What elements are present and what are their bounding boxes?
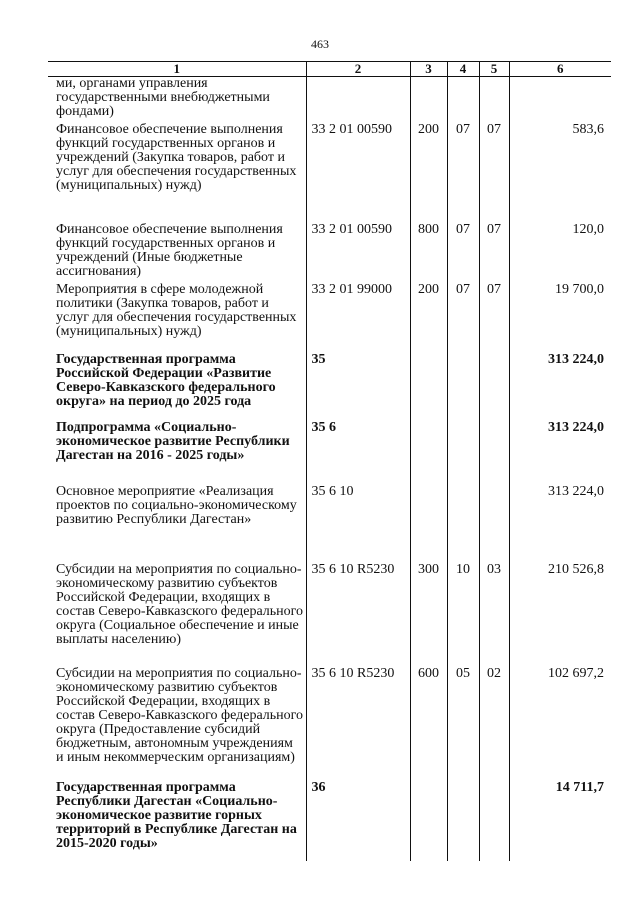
row-name: Основное мероприятие «Реализация проектов по социально-экономическому развитию Республики Дагестан» xyxy=(56,484,297,527)
row-col5 xyxy=(479,353,509,421)
row-col3 xyxy=(410,353,447,421)
row-name: Субсидии на мероприятия по социально-экономическому развитию субъектов Российской Федерации, входящих в состав Северо-Кавказского федерального округа (Социальное обеспечение и иные выплаты населению) xyxy=(56,562,304,647)
row-col5 xyxy=(479,781,509,861)
row-amount: 120,0 xyxy=(509,223,611,283)
row-amount: 583,6 xyxy=(509,123,611,223)
row-code: 35 xyxy=(306,353,410,421)
row-code xyxy=(306,77,410,124)
row-col3 xyxy=(410,485,447,563)
row-amount: 313 224,0 xyxy=(509,353,611,421)
table-row xyxy=(48,563,611,667)
row-code: 35 6 10 xyxy=(306,485,410,563)
row-col3: 200 xyxy=(410,123,447,223)
row-col5 xyxy=(479,77,509,124)
row-name: Финансовое обеспечение выполнения функций государственных органов и учреждений (Иные бюджетные ассигнования) xyxy=(56,222,283,279)
row-col5: 07 xyxy=(479,283,509,353)
row-amount: 14 711,7 xyxy=(509,781,611,861)
row-col4 xyxy=(447,77,479,124)
table-row xyxy=(48,223,611,283)
table-row xyxy=(48,781,611,861)
row-col5: 03 xyxy=(479,563,509,667)
row-col3: 800 xyxy=(410,223,447,283)
column-header-6: 6 xyxy=(509,62,611,77)
row-code: 35 6 xyxy=(306,421,410,485)
row-col4 xyxy=(447,421,479,485)
row-name: ми, органами управления государственными внебюджетными фондами) xyxy=(56,76,270,119)
row-col3 xyxy=(410,421,447,485)
row-name: Мероприятия в сфере молодежной политики (Закупка товаров, работ и услуг для обеспечения государственных (муниципальных) нужд) xyxy=(56,282,297,339)
row-code: 36 xyxy=(306,781,410,861)
row-col5 xyxy=(479,485,509,563)
row-amount: 210 526,8 xyxy=(509,563,611,667)
row-name: Субсидии на мероприятия по социально-экономическому развитию субъектов Российской Федерации, входящих в состав Северо-Кавказского федерального округа (Предоставление субсидий бюджетным, автономным учреждениям и иным некоммерческим организациям) xyxy=(56,666,304,765)
row-name: Подпрограмма «Социально-экономическое развитие Республики Дагестан на 2016 - 2025 годы» xyxy=(56,420,290,463)
table-row xyxy=(48,123,611,223)
row-col3 xyxy=(410,781,447,861)
row-amount: 313 224,0 xyxy=(509,421,611,485)
row-col4 xyxy=(447,353,479,421)
row-code: 33 2 01 00590 xyxy=(306,123,410,223)
row-amount: 19 700,0 xyxy=(509,283,611,353)
row-col4: 07 xyxy=(447,223,479,283)
column-header-4: 4 xyxy=(447,62,479,77)
row-col5: 02 xyxy=(479,667,509,781)
table-row xyxy=(48,77,611,124)
table-row xyxy=(48,353,611,421)
row-code: 33 2 01 00590 xyxy=(306,223,410,283)
table-row xyxy=(48,667,611,781)
row-code: 33 2 01 99000 xyxy=(306,283,410,353)
row-col3: 600 xyxy=(410,667,447,781)
page-number: 463 xyxy=(311,37,329,51)
row-name: Государственная программа Республики Дагестан «Социально-экономическое развитие горных территорий в Республике Дагестан на 2015-2020 годы» xyxy=(56,780,297,851)
column-header-3: 3 xyxy=(410,62,447,77)
row-col5 xyxy=(479,421,509,485)
table-row xyxy=(48,283,611,353)
row-col5: 07 xyxy=(479,223,509,283)
column-header-5: 5 xyxy=(479,62,509,77)
column-header-2: 2 xyxy=(306,62,410,77)
row-amount xyxy=(509,77,611,124)
budget-table xyxy=(48,61,611,861)
row-amount: 102 697,2 xyxy=(509,667,611,781)
row-col5: 07 xyxy=(479,123,509,223)
header-row xyxy=(48,62,611,77)
row-col3: 300 xyxy=(410,563,447,667)
row-col4 xyxy=(447,781,479,861)
row-name: Государственная программа Российской Федерации «Развитие Северо-Кавказского федерального округа» на период до 2025 года xyxy=(56,352,276,409)
row-col3: 200 xyxy=(410,283,447,353)
table-row xyxy=(48,421,611,485)
row-col3 xyxy=(410,77,447,124)
row-code: 35 6 10 R5230 xyxy=(306,667,410,781)
row-col4: 10 xyxy=(447,563,479,667)
row-amount: 313 224,0 xyxy=(509,485,611,563)
table-row xyxy=(48,485,611,563)
row-col4 xyxy=(447,485,479,563)
row-name: Финансовое обеспечение выполнения функций государственных органов и учреждений (Закупка товаров, работ и услуг для обеспечения государственных (муниципальных) нужд) xyxy=(56,122,297,193)
column-header-1: 1 xyxy=(48,62,306,77)
row-col4: 07 xyxy=(447,283,479,353)
row-col4: 05 xyxy=(447,667,479,781)
row-code: 35 6 10 R5230 xyxy=(306,563,410,667)
row-col4: 07 xyxy=(447,123,479,223)
